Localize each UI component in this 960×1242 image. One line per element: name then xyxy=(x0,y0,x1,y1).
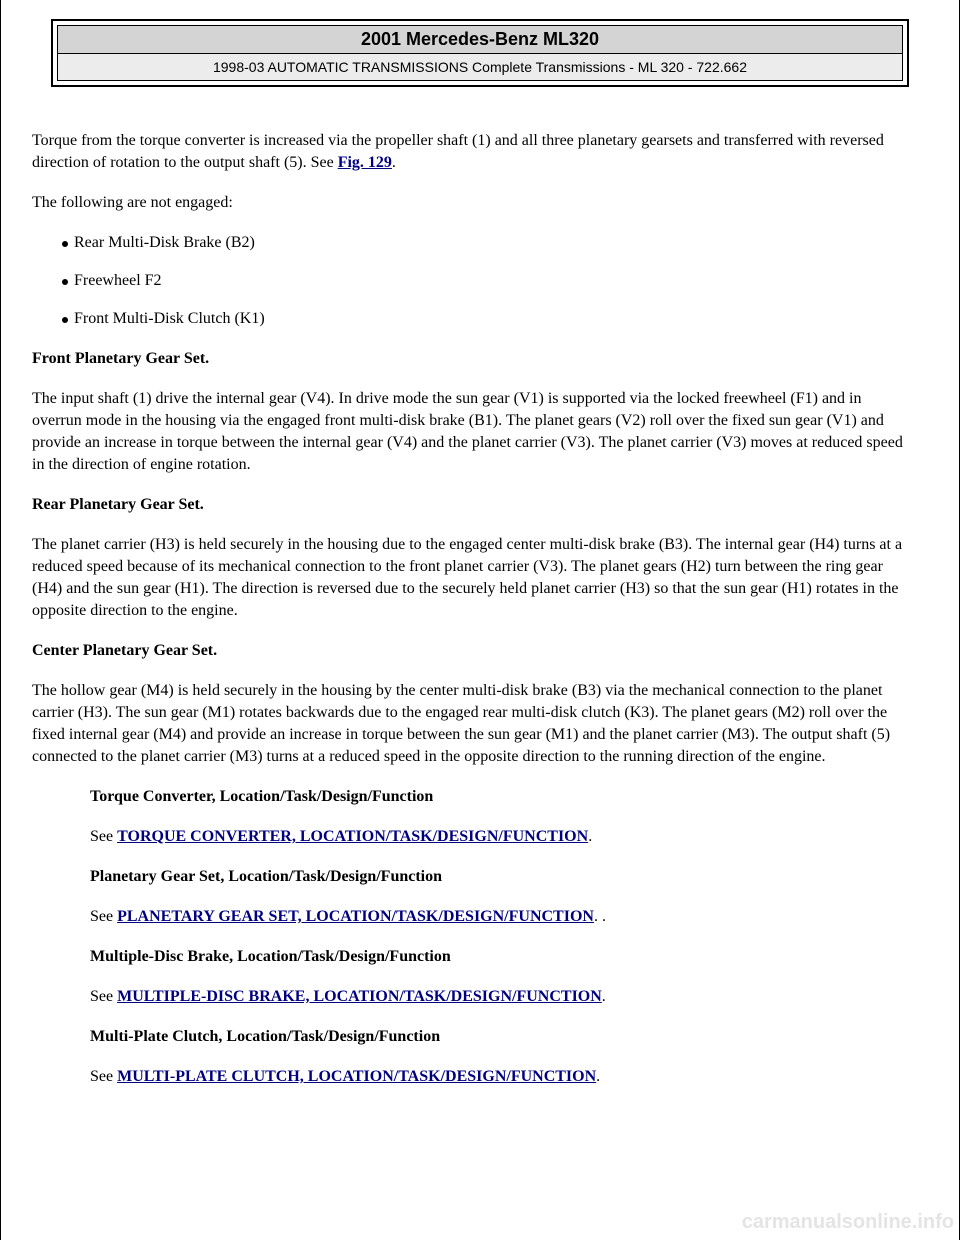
see-label: See xyxy=(90,988,118,1005)
front-set-text: The input shaft (1) drive the internal gear (V4). In drive mode the sun gear (V1) is supported via the locked freewheel (F1) and in overrun mode in the housing via the engaged front multi-disk brake (B1). The planet gears (V2) roll over the fixed sun gear (V1) and provide an increase in torque between the internal gear (V4) and the planet carrier (V3). The planet carrier (V3) moves at reduced speed in the direction of engine rotation. xyxy=(32,390,903,473)
ref-suffix: . xyxy=(601,988,606,1005)
list-item-text: Rear Multi-Disk Brake (B2) xyxy=(74,234,255,251)
see-label: See xyxy=(90,908,118,925)
ref-line-multiple-disc-brake xyxy=(90,986,912,1008)
ref-heading-multiple-disc-brake: Multiple-Disc Brake, Location/Task/Design/Function xyxy=(90,948,451,965)
center-set-heading: Center Planetary Gear Set. xyxy=(32,642,218,659)
ref-heading-torque-converter: Torque Converter, Location/Task/Design/Function xyxy=(90,788,434,805)
bullet-icon xyxy=(62,279,68,285)
center-set-text: The hollow gear (M4) is held securely in the housing by the center multi-disk brake (B3) via the mechanical connection to the planet carrier (H3). The sun gear (M1) rotates backwards due to the engaged rear multi-disk clutch (K3). The planet gears (M2) roll over the fixed internal gear (M4) and provide an increase in torque between the sun gear (M1) and the planet carrier (M3). The output shaft (5) connected to the planet carrier (M3) turns at a reduced speed in the opposite direction to the running direction of the engine. xyxy=(32,682,891,765)
watermark: carmanualsonline.info xyxy=(741,1211,954,1233)
ref-line-multi-plate-clutch xyxy=(90,1066,912,1088)
page-header xyxy=(51,19,909,87)
header-subtitle: 1998-03 AUTOMATIC TRANSMISSIONS Complete Transmissions - ML 320 - 722.662 xyxy=(58,54,902,81)
ref-line-planetary-gear-set xyxy=(90,906,912,928)
not-engaged-list xyxy=(32,232,912,330)
list-item-text: Freewheel F2 xyxy=(74,272,162,289)
planetary-gear-set-link[interactable]: PLANETARY GEAR SET, LOCATION/TASK/DESIGN/FUNCTION xyxy=(117,908,594,925)
bullet-icon xyxy=(62,241,68,247)
see-label: See xyxy=(90,828,118,845)
multiple-disc-brake-link[interactable]: MULTIPLE-DISC BRAKE, LOCATION/TASK/DESIGN/FUNCTION xyxy=(117,988,602,1005)
ref-heading-multi-plate-clutch: Multi-Plate Clutch, Location/Task/Design/Function xyxy=(90,1028,441,1045)
rear-set-text: The planet carrier (H3) is held securely in the housing due to the engaged center multi-disk brake (B3). The internal gear (H4) turns at a reduced speed because of its mechanical connection to the front planet carrier (V3). The planet gears (H2) turn between the ring gear (H4) and the sun gear (H1). The direction is reversed due to the securely held planet carrier (H3) so that the sun gear (H1) rotates in the opposite direction to the engine. xyxy=(32,536,903,619)
intro-text: Torque from the torque converter is increased via the propeller shaft (1) and all three planetary gearsets and transferred with reversed direction of rotation to the output shaft (5). See xyxy=(32,132,884,171)
see-label: See xyxy=(90,1068,118,1085)
document-body xyxy=(32,130,912,1106)
bullet-icon xyxy=(62,317,68,323)
not-engaged-label: The following are not engaged: xyxy=(32,194,233,211)
torque-converter-link[interactable]: TORQUE CONVERTER, LOCATION/TASK/DESIGN/FUNCTION xyxy=(117,828,589,845)
references-section xyxy=(32,786,912,1088)
ref-suffix: . xyxy=(588,828,593,845)
ref-line-torque-converter xyxy=(90,826,912,848)
header-title: 2001 Mercedes-Benz ML320 xyxy=(58,26,902,54)
header-inner xyxy=(57,25,903,81)
intro-suffix: . xyxy=(391,154,396,171)
front-set-heading: Front Planetary Gear Set. xyxy=(32,350,210,367)
ref-suffix: . xyxy=(596,1068,601,1085)
ref-suffix: . . xyxy=(593,908,606,925)
rear-set-heading: Rear Planetary Gear Set. xyxy=(32,496,204,513)
multi-plate-clutch-link[interactable]: MULTI-PLATE CLUTCH, LOCATION/TASK/DESIGN/FUNCTION xyxy=(117,1068,597,1085)
ref-heading-planetary-gear-set: Planetary Gear Set, Location/Task/Design/Function xyxy=(90,868,443,885)
fig-129-link[interactable]: Fig. 129 xyxy=(337,154,392,171)
list-item xyxy=(62,232,912,254)
intro-paragraph xyxy=(32,130,912,174)
list-item-text: Front Multi-Disk Clutch (K1) xyxy=(74,310,265,327)
list-item xyxy=(62,270,912,292)
list-item xyxy=(62,308,912,330)
